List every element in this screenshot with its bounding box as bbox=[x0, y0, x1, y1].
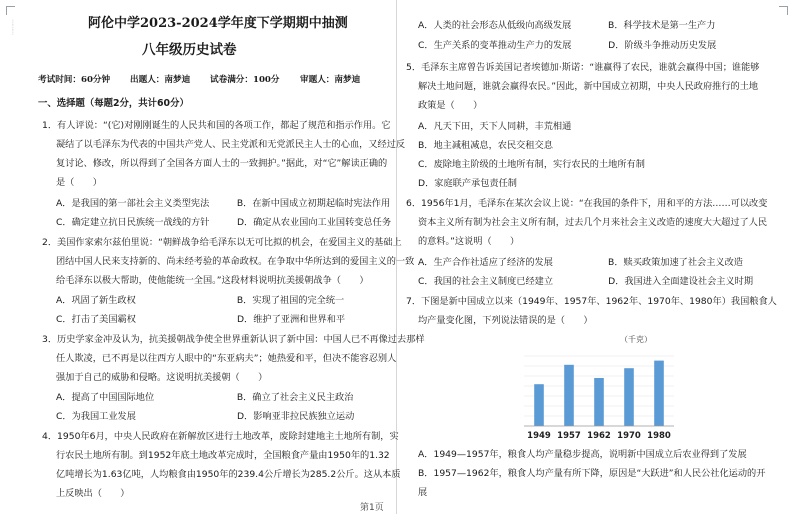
chart-bar-1970 bbox=[624, 368, 634, 426]
question-text-line: 行农民土地所有制。到1952年底土地改革完成时，全国粮食产量由1950年的1.32 bbox=[56, 450, 390, 461]
question-text-line: 解决土地问题，谁就会赢得农民。”因此，新中国成立初期，中央人民政府推行的土地 bbox=[418, 81, 759, 92]
question-text-line: 资本主义所有制为社会主义所有制，过去几个月来社会主义改造的速度大大超过了人民 bbox=[418, 217, 768, 228]
answer-option-line: C．为我国工业发展 D．影响亚非拉民族独立运动 bbox=[56, 411, 355, 422]
page-number: 第1页 bbox=[360, 503, 384, 513]
question-text-line: 团结中国人民来支持新的、尚未经考验的革命政权。在争取中华所达到的爱国主义的一致 bbox=[56, 256, 415, 267]
question-text-line: 4．1950年6月，中央人民政府在新解放区进行土地改革，废除封建地主土地所有制，实 bbox=[42, 431, 399, 442]
section-heading: 一、选择题（每题2分，共计60分） bbox=[38, 98, 189, 109]
question-text-line: 复讨论、修改，所以得到了全国各方面人士的一致拥护。”据此，对“它”解读正确的 bbox=[56, 158, 388, 169]
answer-option-line: C．确定建立抗日民族统一战线的方针 D．确定从农业国向工业国转变总任务 bbox=[56, 217, 392, 228]
question-text-line: 是（ ） bbox=[56, 177, 102, 188]
question-text-line: 上反映出（ ） bbox=[56, 488, 130, 499]
answer-option-line: A．生产合作社适应了经济的发展 B．赎买政策加速了社会主义改造 bbox=[418, 257, 743, 268]
question-text-line: 6．1956年1月，毛泽东在某次会议上说：“在我国的条件下，用和平的方法……可以改变 bbox=[406, 198, 768, 209]
exam-title: 阿伦中学2023-2024学年度下学期期中抽测 bbox=[88, 16, 348, 31]
exam-reviewer: 审题人：南梦迪 bbox=[300, 75, 361, 85]
answer-option-line: B．1957—1962年，粮食人均产量有所下降，原因是“大跃进”和人民公社化运动的开 bbox=[418, 468, 766, 479]
question-text-line: 5．毛泽东主席曾告诉美国记者埃德加·斯诺：“谁赢得了农民，谁就会赢得中国；谁能够 bbox=[406, 62, 760, 73]
answer-option-line: C．我国的社会主义制度已经建立 D．我国进入全面建设社会主义时期 bbox=[418, 276, 754, 287]
chart-x-label-1957: 1957 bbox=[557, 431, 581, 441]
answer-option-line: A．是我国的第一部社会主义类型宪法 B．在新中国成立初期起临时宪法作用 bbox=[56, 198, 391, 209]
answer-option-line: C．打击了美国霸权 D．维护了亚洲和世界和平 bbox=[56, 314, 346, 325]
question-text-line: 政策是（ ） bbox=[418, 100, 483, 111]
chart-x-label-1980: 1980 bbox=[647, 431, 671, 441]
question-text-line: 3．历史学家金冲及认为，抗美援朝战争使全世界重新认识了新中国：中国人已不再像过去那样 bbox=[42, 334, 425, 345]
chart-x-label-1962: 1962 bbox=[587, 431, 611, 441]
answer-option-line: A．提高了中国国际地位 B．确立了社会主义民主政治 bbox=[56, 392, 354, 403]
chart-x-label-1949: 1949 bbox=[527, 431, 551, 441]
corner-mark bbox=[6, 6, 15, 15]
answer-option-line: 展 bbox=[418, 487, 428, 498]
binding-dots: ⋮ ⋮ ⋮ bbox=[10, 19, 16, 36]
question-text-line: 1．有人评说：“(它)对刚刚诞生的人民共和国的各项工作，都起了规范和指示作用。它 bbox=[42, 120, 391, 131]
answer-option-line: A．1949—1957年，粮食人均产量稳步提高，说明新中国成立后农业得到了发展 bbox=[418, 449, 747, 460]
question-text-line: 7．下图是新中国成立以来（1949年、1957年、1962年、1970年、1980年）我国粮食人 bbox=[406, 296, 777, 307]
answer-option-line: B．地主减租减息，农民交租交息 bbox=[418, 140, 553, 151]
question-text-line: 的意料。”这说明（ ） bbox=[418, 236, 520, 247]
chart-bar-1949 bbox=[534, 384, 544, 426]
chart-unit-label: （千克） bbox=[620, 335, 652, 344]
corner-mark bbox=[779, 6, 788, 15]
question-text-line: 2．美国作家索尔兹伯里说：“朝鲜战争给毛泽东以无可比拟的机会，在爱国主义的基础上 bbox=[42, 237, 402, 248]
exam-full-score: 试卷满分：100分 bbox=[210, 75, 280, 85]
grain-per-capita-chart bbox=[512, 330, 682, 446]
chart-bar-1962 bbox=[594, 378, 604, 426]
answer-option-line: D．家庭联产承包责任制 bbox=[418, 178, 517, 189]
chart-x-label-1970: 1970 bbox=[617, 431, 641, 441]
answer-option-line: A．凡天下田，天下人同耕，丰荒相通 bbox=[418, 121, 572, 132]
exam-time: 考试时间：60分钟 bbox=[38, 75, 111, 85]
exam-setter: 出题人：南梦迪 bbox=[130, 75, 191, 85]
answer-option-line: C．生产关系的变革推动生产力的发展 D．阶级斗争推动历史发展 bbox=[418, 40, 717, 51]
question-text-line: 给毛泽东以极大帮助，使他能统一全国。”这段材料说明抗美援朝战争（ ） bbox=[56, 275, 369, 286]
chart-bar-1957 bbox=[564, 365, 574, 426]
chart-x-labels bbox=[527, 431, 671, 441]
chart-bar-1980 bbox=[654, 361, 664, 426]
question-text-line: 均产量变化图，下列说法错误的是（ ） bbox=[418, 315, 593, 326]
question-text-line: 凝结了以毛泽东为代表的中国共产党人、民主党派和无党派民主人士的心血，又经过反 bbox=[56, 139, 406, 150]
question-text-line: 任人欺凌，已不再是以往西方人眼中的“东亚病夫”；她热爱和平，但决不能容忍别人 bbox=[56, 353, 397, 364]
answer-option-line: C．废除地主阶级的土地所有制，实行农民的土地所有制 bbox=[418, 159, 645, 170]
question-text-line: 强加于自己的威胁和侵略。这说明抗美援朝（ ） bbox=[56, 372, 268, 383]
answer-option-line: A．人类的社会形态从低级向高级发展 B．科学技术是第一生产力 bbox=[418, 20, 716, 31]
question-text-line: 亿吨增长为1.63亿吨，人均粮食由1950年的239.4公斤增长为285.2公斤。这从本质 bbox=[56, 469, 401, 480]
answer-option-line: A．巩固了新生政权 B．实现了祖国的完全统一 bbox=[56, 295, 345, 306]
exam-subtitle: 八年级历史试卷 bbox=[142, 42, 237, 58]
